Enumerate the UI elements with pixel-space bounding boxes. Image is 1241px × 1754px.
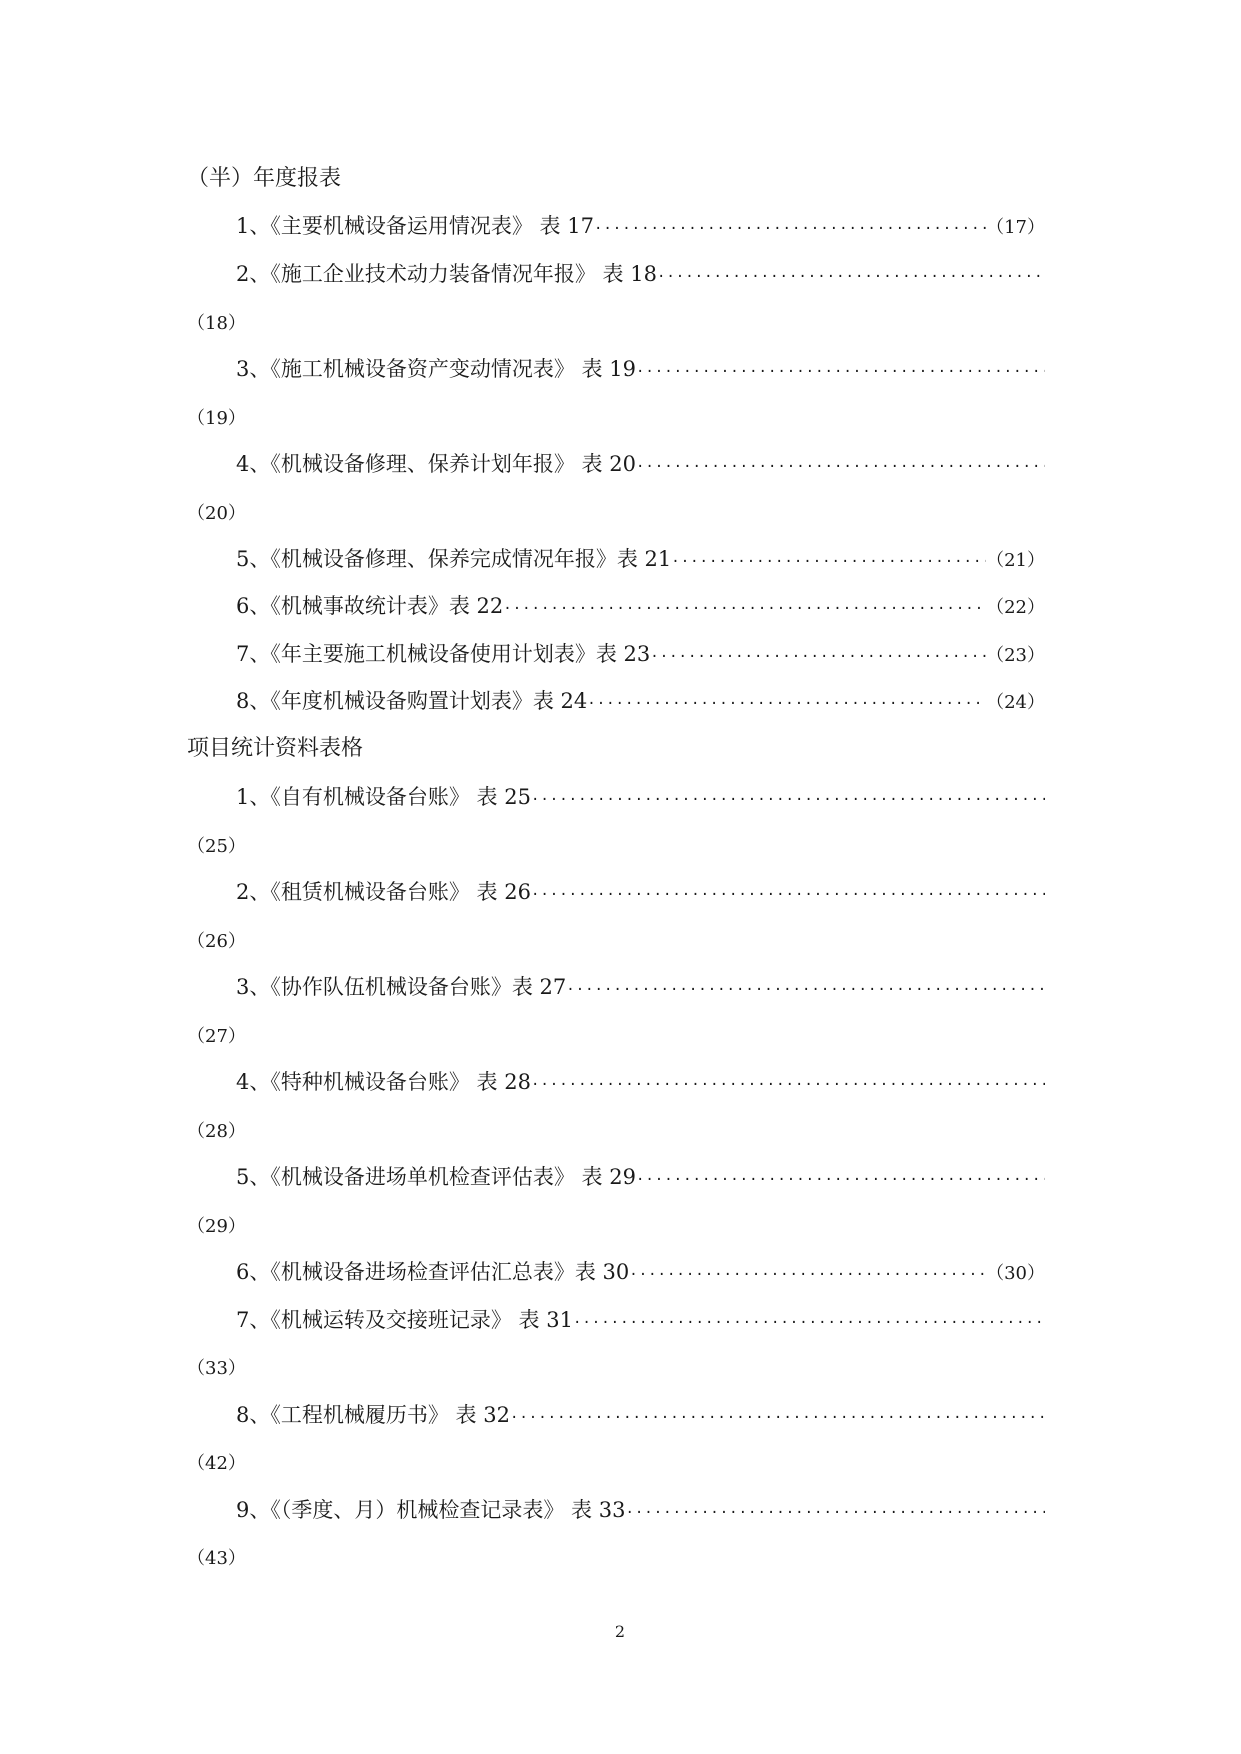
toc-entry-title: 3、《协作队伍机械设备台账》表 27 [236,975,567,999]
toc-entry[interactable] [236,973,1045,1001]
toc-entry-page: （24） [986,692,1045,713]
section-heading-project: 项目统计资料表格 [187,736,364,761]
toc-entry-title: 7、《年主要施工机械设备使用计划表》表 23 [236,642,651,666]
toc-entry-title: 2、《施工企业技术动力装备情况年报》 表 18 [236,262,657,286]
dot-leader [503,595,986,620]
toc-entry-title: 1、《自有机械设备台账》 表 25 [236,785,531,809]
dot-leader [650,643,986,668]
toc-entry-page: （30） [986,1263,1045,1284]
dot-leader [531,881,1045,906]
toc-entry-title: 3、《施工机械设备资产变动情况表》 表 19 [236,357,636,381]
toc-entry-title: 8、《年度机械设备购置计划表》表 24 [236,689,588,713]
dot-leader [629,1261,986,1286]
dot-leader [657,263,1045,288]
toc-entry[interactable] [236,1401,1045,1429]
toc-entry-title: 2、《租赁机械设备台账》 表 26 [236,880,531,904]
toc-entry-page: （29） [187,1216,246,1237]
dot-leader [636,358,1045,383]
toc-entry[interactable] [236,878,1045,906]
toc-entry-page: （21） [986,550,1045,571]
toc-entry[interactable] [236,450,1045,478]
toc-entry[interactable] [236,1258,1045,1286]
toc-entry-title: 6、《机械事故统计表》表 22 [236,594,504,618]
dot-leader [625,1499,1045,1524]
section-heading-annual: （半）年度报表 [187,166,342,191]
toc-entry[interactable] [236,783,1045,811]
toc-entry-page: （23） [986,645,1045,666]
toc-entry-title: 7、《机械运转及交接班记录》 表 31 [236,1308,573,1332]
toc-entry-page: （22） [986,597,1045,618]
toc-entry[interactable] [236,212,1045,240]
toc-entry-page: （25） [187,836,246,857]
dot-leader [566,976,1045,1001]
toc-entry[interactable] [236,1306,1045,1334]
toc-entry[interactable] [236,545,1045,573]
toc-entry-page: （18） [187,313,246,334]
toc-entry-page: （19） [187,408,246,429]
dot-leader [531,1071,1045,1096]
toc-entry-page: （33） [187,1358,246,1379]
toc-entry-title: 4、《机械设备修理、保养计划年报》 表 20 [236,452,636,476]
toc-entry-title: 4、《特种机械设备台账》 表 28 [236,1070,531,1094]
toc-entry-page: （17） [986,217,1045,238]
toc-entry-page: （28） [187,1121,246,1142]
toc-entry-title: 6、《机械设备进场检查评估汇总表》表 30 [236,1260,630,1284]
toc-entry-title: 9、《（季度、月）机械检查记录表》 表 33 [236,1498,626,1522]
toc-entry[interactable] [236,592,1045,620]
toc-entry[interactable] [236,1068,1045,1096]
toc-entry[interactable] [236,1496,1045,1524]
toc-entry-title: 8、《工程机械履历书》 表 32 [236,1403,510,1427]
dot-leader [636,453,1045,478]
toc-entry[interactable] [236,640,1045,668]
toc-entry[interactable] [236,1163,1045,1191]
dot-leader [587,690,986,715]
toc-entry[interactable] [236,260,1045,288]
dot-leader [573,1309,1045,1334]
toc-entry-page: （42） [187,1453,246,1474]
dot-leader [636,1166,1045,1191]
toc-entry-page: （26） [187,931,246,952]
toc-entry[interactable] [236,687,1045,715]
dot-leader [510,1404,1045,1429]
page-number: 2 [614,1622,626,1641]
toc-entry-page: （20） [187,503,246,524]
toc-entry[interactable] [236,355,1045,383]
toc-entry-page: （43） [187,1548,246,1569]
toc-entry-title: 1、《主要机械设备运用情况表》 表 17 [236,214,594,238]
toc-entry-page: （27） [187,1026,246,1047]
toc-entry-title: 5、《机械设备进场单机检查评估表》 表 29 [236,1165,636,1189]
toc-entry-title: 5、《机械设备修理、保养完成情况年报》表 21 [236,547,672,571]
dot-leader [671,548,986,573]
dot-leader [594,215,986,240]
dot-leader [531,786,1045,811]
